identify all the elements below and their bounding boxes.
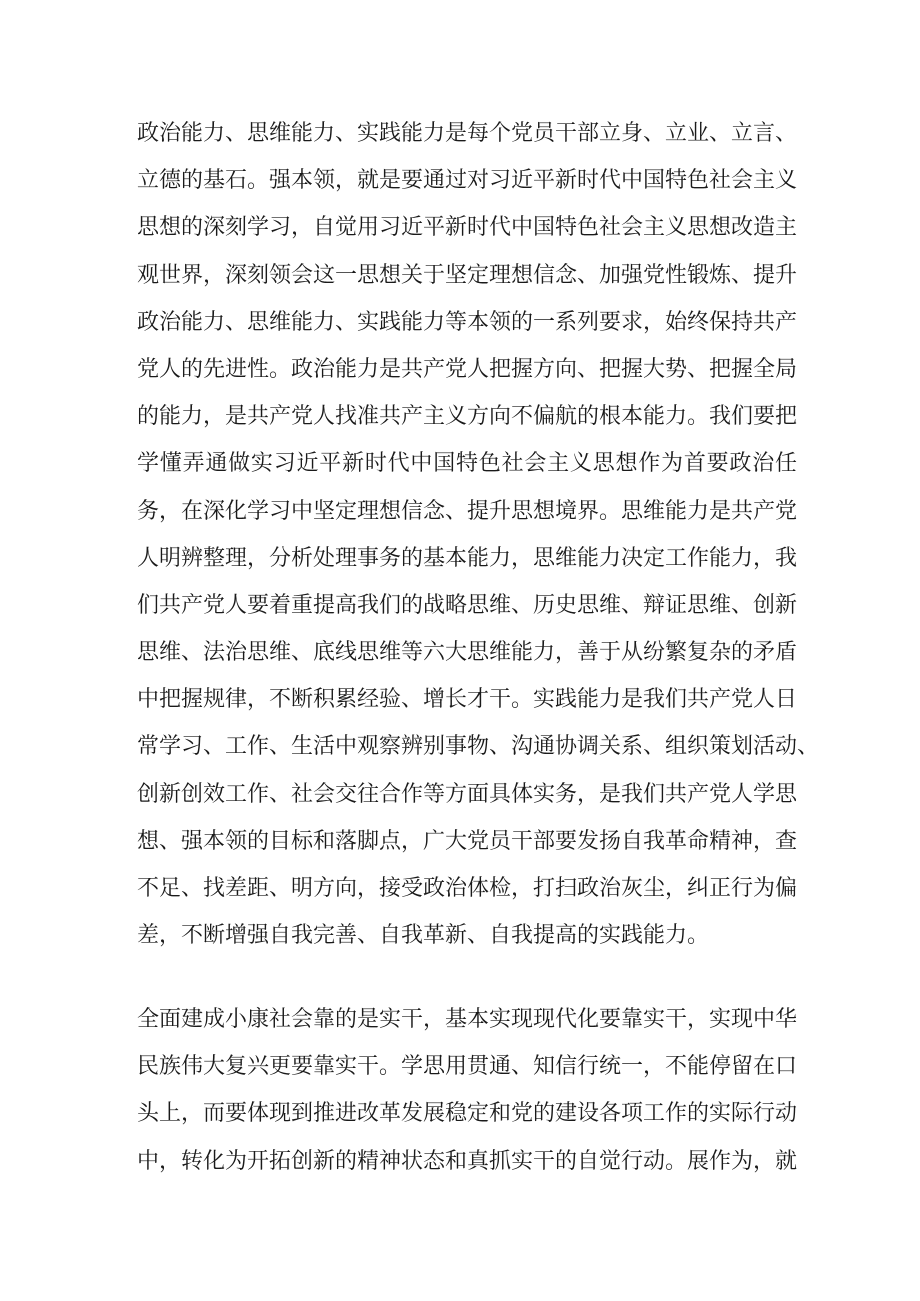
text-line: 政治能力、思维能力、实践能力是每个党员干部立身、立业、立言、 — [137, 121, 798, 146]
text-line: 思维、法治思维、底线思维等六大思维能力，善于从纷繁复杂的矛盾 — [137, 640, 798, 666]
text-line: 务，在深化学习中坚定理想信念、提升思想境界。思维能力是共产党 — [137, 498, 798, 524]
text-line: 观世界，深刻领会这一思想关于坚定理想信念、加强党性锻炼、提升 — [137, 262, 798, 288]
text-line: 中，转化为开拓创新的精神状态和真抓实干的自觉行动。展作为，就 — [137, 1148, 798, 1174]
text-line: 差，不断增强自我完善、自我革新、自我提高的实践能力。 — [137, 923, 710, 949]
text-line: 头上，而要体现到推进改革发展稳定和党的建设各项工作的实际行动 — [137, 1101, 798, 1127]
text-line: 政治能力、思维能力、实践能力等本领的一系列要求，始终保持共产 — [137, 309, 798, 335]
paragraph-2 — [137, 996, 797, 1185]
text-line: 思想的深刻学习，自觉用习近平新时代中国特色社会主义思想改造主 — [137, 215, 798, 241]
text-line: 全面建成小康社会靠的是实干，基本实现现代化要靠实干，实现中华 — [137, 1007, 798, 1032]
text-line: 不足、找差距、明方向，接受政治体检，打扫政治灰尘，纠正行为偏 — [137, 876, 798, 901]
text-line: 民族伟大复兴更要靠实干。学思用贯通、知信行统一，不能停留在口 — [137, 1054, 798, 1080]
text-line: 人明辨整理，分析处理事务的基本能力，思维能力决定工作能力，我 — [137, 545, 798, 571]
text-line: 想、强本领的目标和落脚点，广大党员干部要发扬自我革命精神，查 — [137, 828, 798, 854]
text-line: 的能力，是共产党人找准共产主义方向不偏航的根本能力。我们要把 — [137, 404, 798, 430]
text-line: 党人的先进性。政治能力是共产党人把握方向、把握大势、把握全局 — [137, 356, 798, 382]
text-line: 学懂弄通做实习近平新时代中国特色社会主义思想作为首要政治任 — [137, 451, 797, 477]
text-line: 立德的基石。强本领，就是要通过对习近平新时代中国特色社会主义 — [137, 168, 798, 194]
text-line: 们共产党人要着重提高我们的战略思维、历史思维、辩证思维、创新 — [137, 592, 798, 618]
text-line: 中把握规律，不断积累经验、增长才干。实践能力是我们共产党人日 — [137, 687, 798, 713]
paragraph-1 — [137, 110, 820, 959]
text-line: 创新创效工作、社会交往合作等方面具体实务，是我们共产党人学思 — [137, 781, 798, 807]
text-line: 常学习、工作、生活中观察辨别事物、沟通协调关系、组织策划活动、 — [137, 734, 820, 760]
